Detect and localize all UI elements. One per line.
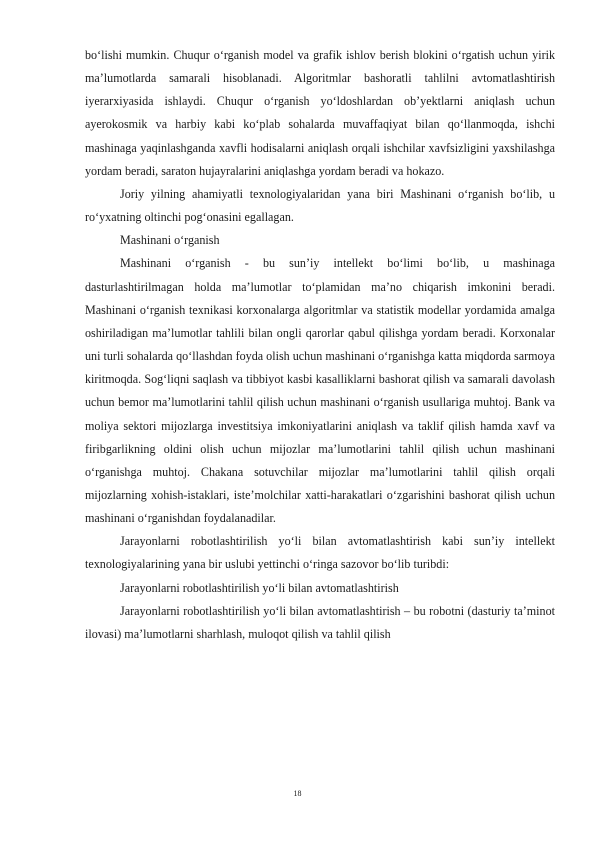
paragraph-continuation: bo‘lishi mumkin. Chuqur o‘rganish model va grafik ishlov berish blokini o‘rgatish uchun yirik ma’lumotlarda samarali hisoblanadi. Algoritmlar bashoratli tahlilni avtomatlashtirish iyerarxiyasida ishlaydi. Chuqur o‘rganish yo‘ldoshlardan ob’yektlarni aniqlash uchun ayerokosmik va harbiy kabi ko‘plab sohalarda muvaffaqiyat bilan qo‘llanmoqda, ishchi mashinaga yaqinlashganda xavfli hodisalarni aniqlash orqali ishchilar xavfsizligini yaxshilashga yordam beradi, saraton hujayralarini aniqlashga yordam beradi va hokazo. (85, 48, 555, 178)
paragraph-machine-learning: Mashinani o‘rganish - bu sun’iy intellekt bo‘limi bo‘lib, u mashinaga dasturlashtirilmagan holda ma’lumotlar to‘plamidan ma’no chiqarish imkonini beradi. Mashinani o‘rganish texnikasi korxonalarga algoritmlar va statistik modellar yordamida amalga oshiriladigan ma’lumotlar tahlili bilan ongli qarorlar qabul qilishga yordam beradi. Korxonalar uni turli sohalarda qo‘llashdan foyda olish uchun mashinani o‘rganishga katta miqdorda sarmoya kiritmoqda. Sog‘liqni saqlash va tibbiyot kasbi kasalliklarni bashorat qilish va samarali davolash uchun bemor ma’lumotlarini tahlil qilish uchun mashinani o‘rganish usullariga muhtoj. Bank va moliya sektori mijozlarga investitsiya imkoniyatlarini aniqlash va taklif qilish hamda xavf va firibgarlikning oldini olish uchun mijozlar ma’lumotlarini tahlil qilish uchun mashinani o‘rganishga muhtoj. Chakana sotuvchilar mijozlar ma’lumotlarini tahlil qilish orqali mijozlarning xohish-istaklari, iste’molchilar xatti-harakatlari o‘zgarishini bashorat qilish uchun mashinani o‘rganishdan foydalanadilar. (85, 256, 555, 526)
section-heading-rpa: Jarayonlarni robotlashtirilish yo‘li bilan avtomatlashtirish (120, 580, 399, 595)
section-heading-machine-learning: Mashinani o‘rganish (120, 233, 220, 248)
paragraph-ml-intro: Joriy yilning ahamiyatli texnologiyalaridan yana biri Mashinani o‘rganish bo‘lib, u ro‘yxatning oltinchi pog‘onasini egallagan. (85, 186, 555, 225)
document-page (85, 44, 555, 646)
page-number: 18 (293, 789, 302, 798)
paragraph-rpa-intro: Jarayonlarni robotlashtirilish yo‘li bilan avtomatlashtirish kabi sun’iy intellekt texnologiyalarining yana bir uslubi yettinchi o‘ringa sazovor bo‘lib turibdi: (85, 534, 555, 572)
paragraph-rpa: Jarayonlarni robotlashtirilish yo‘li bilan avtomatlashtirish – bu robotni (dasturiy ta’minot ilovasi) ma’lumotlarni sharhlash, muloqot qilish va tahlil qilish (85, 603, 555, 641)
